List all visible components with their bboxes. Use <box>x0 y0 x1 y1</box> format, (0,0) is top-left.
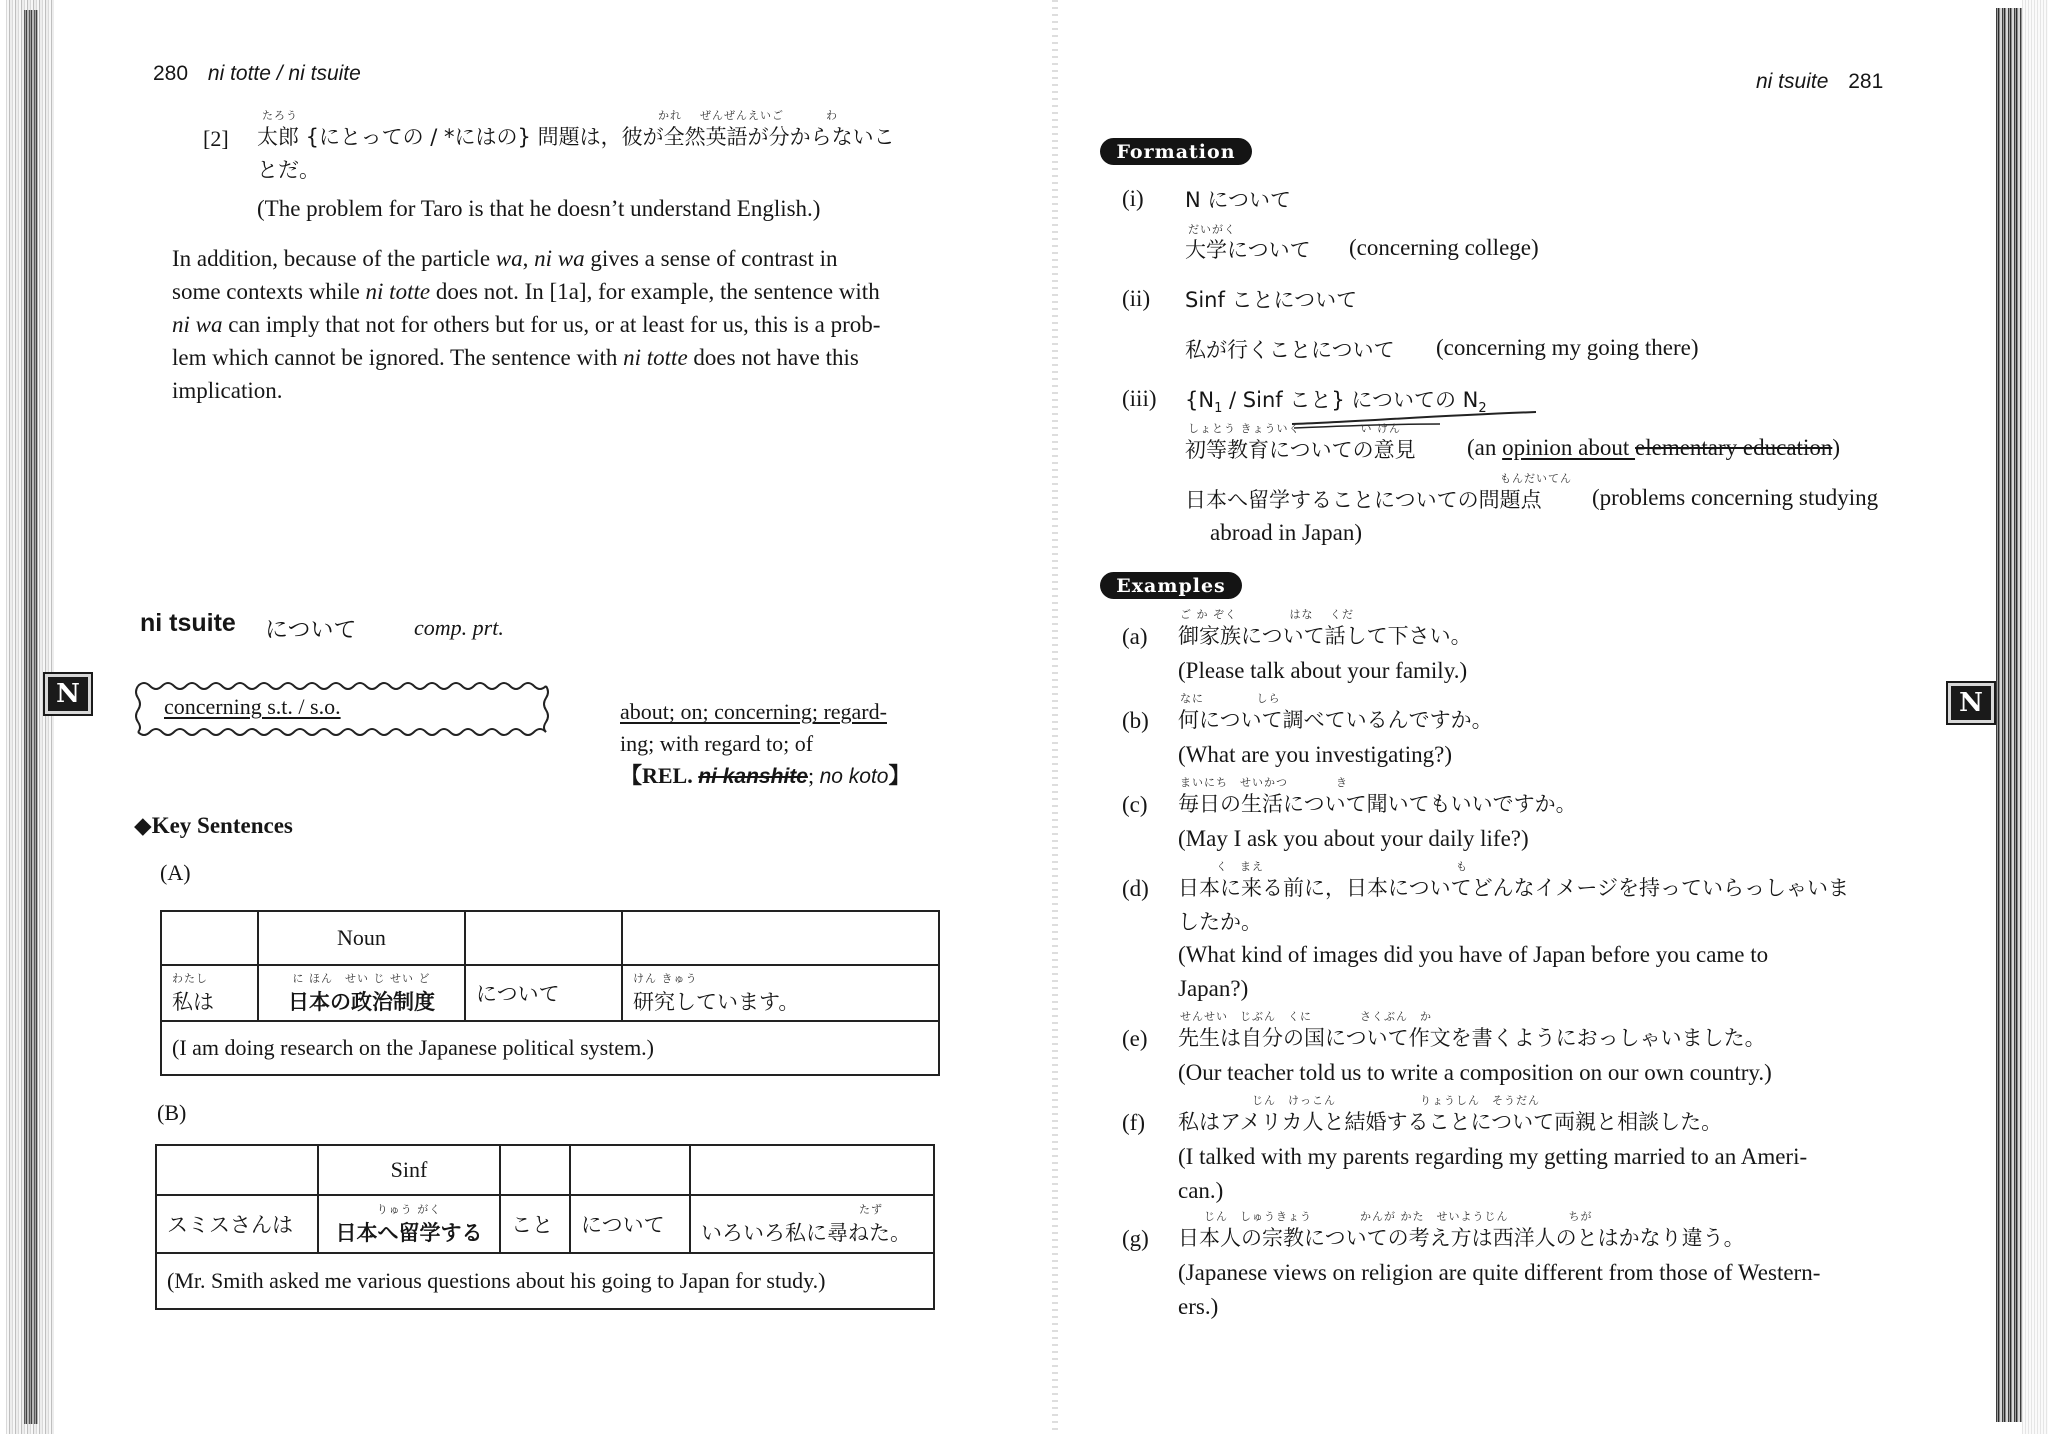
example-e <box>1122 1010 1912 1100</box>
formation-ii-example-en: (concerning my going there) <box>1436 335 1699 360</box>
b-cell-predicate: たず いろいろ私に尋ねた。 <box>690 1195 934 1253</box>
example-d-label: (d) <box>1122 876 1149 901</box>
a-translation: (I am doing research on the Japanese political system.) <box>161 1021 939 1075</box>
a-head-empty-3 <box>622 911 939 965</box>
example-2-label: [2] <box>203 126 229 151</box>
meaning-line-1: about; on; concerning; regard- <box>620 699 887 724</box>
example-a-en: (Please talk about your family.) <box>1178 658 1468 683</box>
b-cell-koto: こと <box>500 1195 570 1253</box>
paragraph-line-2: some contexts while ni totte does not. In [1a], for example, the sentence with <box>172 279 880 304</box>
example-g-en: (Japanese views on religion are quite different from those of Western- <box>1178 1260 1821 1285</box>
example-f-en: (I talked with my parents regarding my getting married to an Ameri- <box>1178 1144 1808 1169</box>
example-2-jp-line1: 太郎 {にとっての / *にはの} 問題は，彼が全然英語が分からないこ <box>257 125 895 149</box>
paragraph-line-1 <box>172 242 952 275</box>
formation-iii-ex2-en-line1: (problems concerning studying <box>1592 485 1879 510</box>
example-a-label: (a) <box>1122 624 1148 649</box>
example-c-label: (c) <box>1122 792 1148 817</box>
b-head-empty-3 <box>570 1145 690 1195</box>
example-e-label: (e) <box>1122 1026 1148 1051</box>
a-cell-predicate: けん きゅう 研究しています。 <box>622 965 939 1021</box>
example-d-jp: 日本に来る前に，日本についてどんなイメージを持っていらっしゃいま <box>1178 876 1849 900</box>
page-edge-left-shadow <box>24 10 38 1424</box>
key-sentence-b-label: (B) <box>157 1100 187 1125</box>
p1-a: In addition, because of the particle wa, ni wa gives a sense of contrast in <box>172 246 838 271</box>
formation-i-ruby: だいがく <box>1188 223 1236 236</box>
formation-i-example-jp: 大学について <box>1185 238 1311 262</box>
ruby-zenzen-eigo: ぜんぜんえいご <box>700 109 784 122</box>
section-tab-right: N <box>1948 683 1994 723</box>
formation-i-num: (i) <box>1122 186 1144 211</box>
example-f <box>1122 1094 1912 1216</box>
b-cell-sinf: りゅう がく 日本へ留学する <box>318 1195 500 1253</box>
gloss-box-text: concerning s.t. / s.o. <box>164 694 341 719</box>
b-head-sinf: Sinf <box>318 1145 500 1195</box>
right-page-header <box>1756 70 1883 94</box>
entry-category: comp. prt. <box>414 615 504 640</box>
key-sentences-heading: ◆Key Sentences <box>134 813 293 838</box>
entry-kana: について <box>265 617 357 643</box>
formation-i-pattern: N について <box>1185 188 1291 212</box>
examples-list <box>1122 608 1912 1332</box>
contrast-paragraph <box>172 242 952 407</box>
paragraph-line-5: implication. <box>172 378 283 403</box>
example-2-translation: (The problem for Taro is that he doesn’t understand English.) <box>257 196 821 221</box>
example-c <box>1122 776 1912 866</box>
example-c-jp: 毎日の生活について聞いてもいいですか。 <box>1178 792 1577 816</box>
b-head-empty-2 <box>500 1145 570 1195</box>
b-head-empty-1 <box>156 1145 318 1195</box>
example-d-en: (What kind of images did you have of Japan before you came to <box>1178 942 1769 967</box>
rel-line: 【REL. ni kanshite; no koto】 <box>620 763 911 788</box>
key-sentence-a-table <box>160 910 940 1076</box>
example-g-jp: 日本人の宗教についての考え方は西洋人のとはかなり違う。 <box>1178 1226 1745 1250</box>
right-page-number: 281 <box>1848 70 1884 93</box>
example-f-en-line2: can.) <box>1178 1178 1224 1203</box>
example-b-jp: 何について調べているんですか。 <box>1178 708 1493 732</box>
a-cell-nitsuite: について <box>465 965 622 1021</box>
example-d-en-line2: Japan?) <box>1178 976 1249 1001</box>
example-g-en-line2: ers.) <box>1178 1294 1219 1319</box>
book-gutter <box>1052 0 1058 1434</box>
example-c-en: (May I ask you about your daily life?) <box>1178 826 1529 851</box>
example-e-jp: 先生は自分の国について作文を書くようにおっしゃいました。 <box>1178 1026 1766 1050</box>
example-f-ruby: じん けっこん りょうしん そうだん <box>1180 1094 1540 1107</box>
ruby-taro: たろう <box>262 109 298 122</box>
a-cell-subject: わたし 私は <box>161 965 258 1021</box>
paragraph-line-3: ni wa can imply that not for others but for us, or at least for us, this is a prob- <box>172 312 881 337</box>
formation-iii-ex2-jp: 日本へ留学することについての問題点 <box>1185 488 1542 512</box>
example-d-jp-line2: したか。 <box>1178 910 1262 934</box>
formation-iii-pattern: {$N_1$ / Sinf こと} についての $N_2$ <box>1185 388 1487 417</box>
meaning-line-2: ing; with regard to; of <box>620 731 814 756</box>
b-cell-nitsuite: について <box>570 1195 690 1253</box>
formation-iii-ex2-ruby: もんだいてん <box>1500 472 1572 485</box>
example-a <box>1122 608 1912 698</box>
a-head-noun: Noun <box>258 911 465 965</box>
formation-iii-ex1-ruby: しょとう きょういく い けん <box>1188 422 1401 435</box>
paragraph-line-4: lem which cannot be ignored. The sentence with ni totte does not have this <box>172 345 859 370</box>
key-sentence-b-table <box>155 1144 935 1310</box>
section-tab-left: N <box>45 674 91 714</box>
formation-iii-ex1-en: (an opinion about elementary education) <box>1467 435 1841 460</box>
ruby-kare: かれ <box>658 109 682 122</box>
formation-ii-example-jp: 私が行くことについて <box>1185 338 1395 362</box>
entry-headword: ni tsuite <box>140 609 236 637</box>
b-cell-subject: スミスさんは <box>156 1195 318 1253</box>
a-head-empty-2 <box>465 911 622 965</box>
formation-i-example-en: (concerning college) <box>1349 235 1539 260</box>
examples-label: Examples <box>1100 572 1242 599</box>
example-b-ruby: なに しら <box>1180 692 1281 705</box>
example-c-ruby: まいにち せいかつ き <box>1180 776 1348 789</box>
formation-iii-ex1-jp: 初等教育についての意見 <box>1185 438 1416 462</box>
example-d-ruby: く まえ も <box>1180 860 1468 873</box>
formation-iii-ex2-en-line2: abroad in Japan) <box>1210 520 1362 545</box>
a-cell-noun: に ほん せい じ せい ど 日本の政治制度 <box>258 965 465 1021</box>
b-head-empty-4 <box>690 1145 934 1195</box>
example-g-ruby: じん しゅうきょう かんが かた せいようじん ちが <box>1180 1210 1593 1223</box>
ruby-wa: わ <box>826 109 838 122</box>
left-running-head: ni totte / ni tsuite <box>207 62 361 85</box>
example-e-en: (Our teacher told us to write a composition on our own country.) <box>1178 1060 1772 1085</box>
example-a-ruby: ご か ぞく はな くだ <box>1180 608 1354 621</box>
formation-ii-num: (ii) <box>1122 286 1151 311</box>
example-b <box>1122 692 1912 782</box>
example-f-jp: 私はアメリカ人と結婚することについて両親と相談した。 <box>1178 1110 1723 1134</box>
example-b-en: (What are you investigating?) <box>1178 742 1452 767</box>
example-f-label: (f) <box>1122 1110 1145 1135</box>
left-page-header <box>153 62 361 86</box>
example-a-jp: 御家族について話して下さい。 <box>1178 624 1472 648</box>
example-b-label: (b) <box>1122 708 1149 733</box>
example-e-ruby: せんせい じぶん くに さくぶん か <box>1180 1010 1432 1023</box>
key-sentence-a-label: (A) <box>160 860 191 885</box>
right-running-head: ni tsuite <box>1756 70 1829 93</box>
example-g <box>1122 1210 1912 1332</box>
example-2-jp-line2: とだ。 <box>257 158 320 182</box>
b-translation: (Mr. Smith asked me various questions about his going to Japan for study.) <box>156 1253 934 1309</box>
formation-label: Formation <box>1100 138 1252 165</box>
formation-ii-pattern: Sinf ことについて <box>1185 288 1358 312</box>
example-g-label: (g) <box>1122 1226 1149 1251</box>
left-page-number: 280 <box>153 62 189 85</box>
entry-meanings <box>620 696 910 793</box>
formation-iii-num: (iii) <box>1122 386 1157 411</box>
a-head-empty-1 <box>161 911 258 965</box>
example-d <box>1122 860 1912 1016</box>
page-edge-right-shadow <box>1996 8 2022 1422</box>
page-edge-right <box>2022 0 2048 1434</box>
